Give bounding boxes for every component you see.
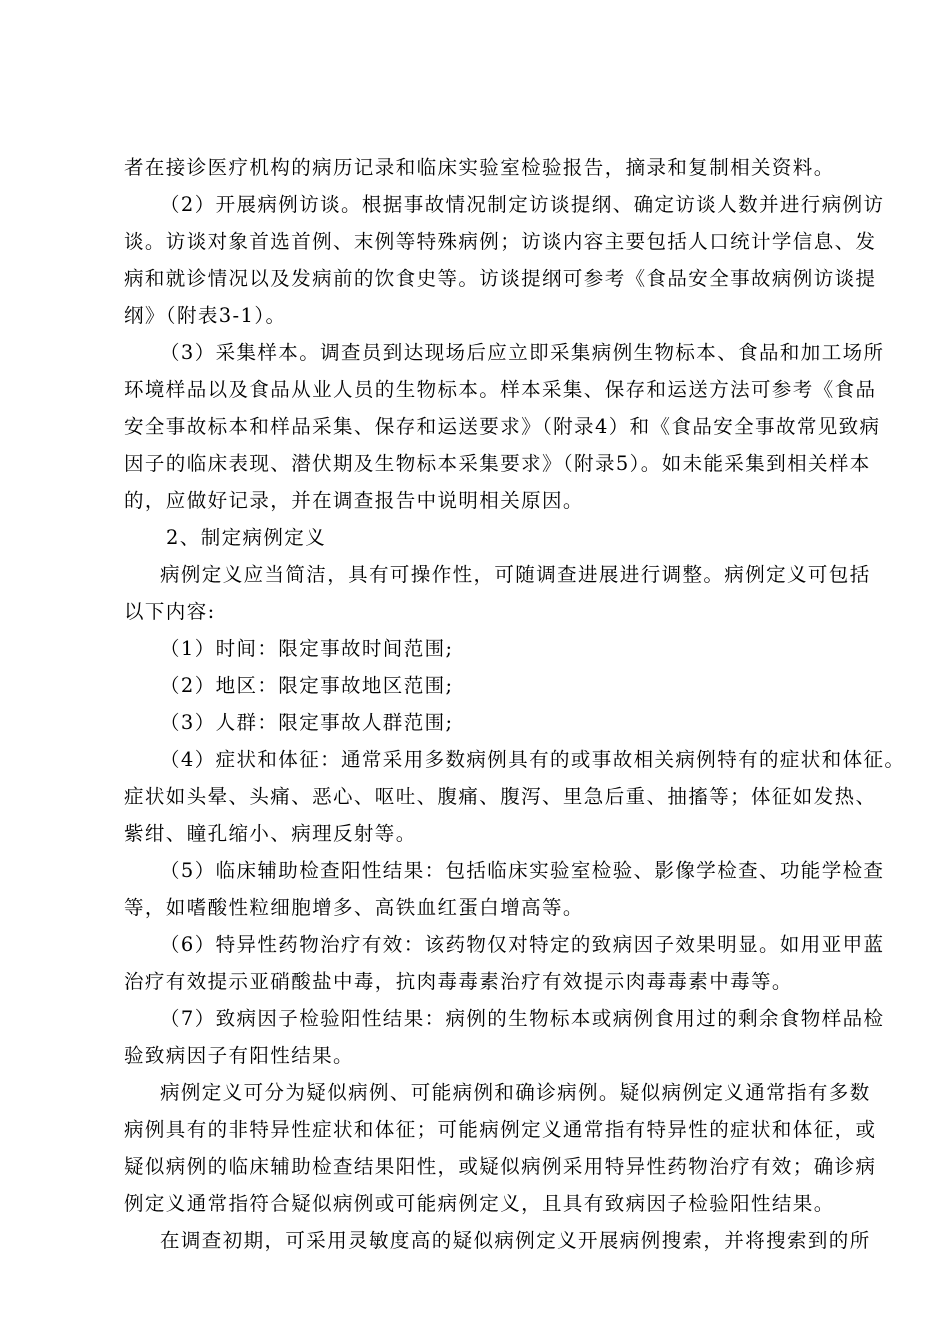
text-line: 例定义通常指符合疑似病例或可能病例定义，且具有致病因子检验阳性结果。 (124, 1192, 835, 1215)
text-line: 等，如嗜酸性粒细胞增多、高铁血红蛋白增高等。 (124, 896, 584, 919)
text-line: （4）症状和体征：通常采用多数病例具有的或事故相关病例特有的症状和体征。 (160, 748, 906, 771)
text-line: （5）临床辅助检查阳性结果：包括临床实验室检验、影像学检查、功能学检查 (160, 859, 885, 882)
text-line: 谈。访谈对象首选首例、末例等特殊病例；访谈内容主要包括人口统计学信息、发 (124, 230, 877, 253)
text-line: 验致病因子有阳性结果。 (124, 1044, 354, 1067)
text-line: （7）致病因子检验阳性结果：病例的生物标本或病例食用过的剩余食物样品检 (160, 1007, 885, 1030)
text-line: （3）采集样本。调查员到达现场后应立即采集病例生物标本、食品和加工场所 (160, 341, 885, 364)
text-line: 安全事故标本和样品采集、保存和运送要求》（附录4）和《食品安全事故常见致病 (124, 415, 881, 438)
text-line: 因子的临床表现、潜伏期及生物标本采集要求》（附录5）。如未能采集到相关样本 (124, 452, 871, 475)
text-line: 治疗有效提示亚硝酸盐中毒，抗肉毒毒素治疗有效提示肉毒毒素中毒等。 (124, 970, 793, 993)
text-line: 病例定义应当简洁，具有可操作性，可随调查进展进行调整。病例定义可包括 (160, 563, 871, 586)
text-line: 病例定义可分为疑似病例、可能病例和确诊病例。疑似病例定义通常指有多数 (160, 1081, 871, 1104)
text-line: （2）开展病例访谈。根据事故情况制定访谈提纲、确定访谈人数并进行病例访 (160, 193, 885, 216)
text-line: 症状如头晕、头痛、恶心、呕吐、腹痛、腹泻、里急后重、抽搐等；体征如发热、 (124, 785, 877, 808)
section-heading: 2、制定病例定义 (166, 526, 327, 549)
text-line: 环境样品以及食品从业人员的生物标本。样本采集、保存和运送方法可参考《食品 (124, 378, 877, 401)
text-line: 疑似病例的临床辅助检查结果阳性，或疑似病例采用特异性药物治疗有效；确诊病 (124, 1155, 877, 1178)
text-line: 纲》（附表3-1）。 (124, 304, 287, 327)
text-line: 的，应做好记录，并在调查报告中说明相关原因。 (124, 489, 584, 512)
text-line: 病和就诊情况以及发病前的饮食史等。访谈提纲可参考《食品安全事故病例访谈提 (124, 267, 877, 290)
text-line: 以下内容: (124, 600, 216, 623)
text-line: 在调查初期，可采用灵敏度高的疑似病例定义开展病例搜索，并将搜索到的所 (160, 1229, 871, 1252)
text-line: 病例具有的非特异性症状和体征；可能病例定义通常指有特异性的症状和体征，或 (124, 1118, 877, 1141)
text-line: 紫绀、瞳孔缩小、病理反射等。 (124, 822, 417, 845)
text-line: （6）特异性药物治疗有效：该药物仅对特定的致病因子效果明显。如用亚甲蓝 (160, 933, 885, 956)
text-line: （2）地区：限定事故地区范围; (160, 674, 454, 697)
text-line: 者在接诊医疗机构的病历记录和临床实验室检验报告，摘录和复制相关资料。 (124, 156, 835, 179)
text-line: （3）人群：限定事故人群范围; (160, 711, 454, 734)
text-line: （1）时间：限定事故时间范围; (160, 637, 454, 660)
